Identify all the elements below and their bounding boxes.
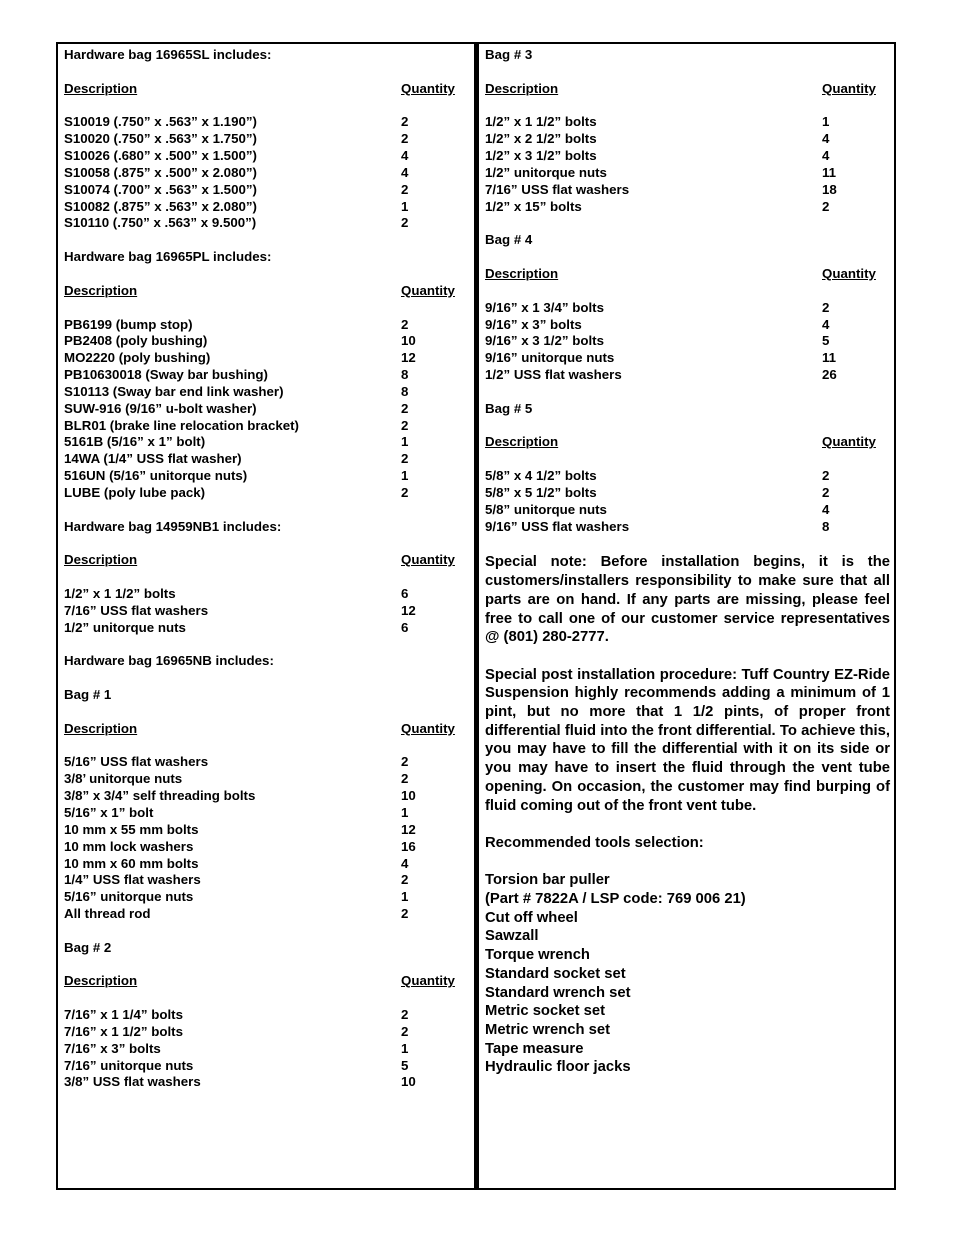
part-row [64, 215, 464, 232]
part-quantity: 6 [401, 619, 409, 635]
spacer [64, 266, 464, 283]
section-title: Bag # 4 [485, 232, 533, 248]
part-row [64, 805, 464, 822]
part-description: 5/8” unitorque nuts [485, 501, 607, 517]
part-description: S10110 (.750” x .563” x 9.500”) [64, 215, 257, 231]
description-header: Description [485, 265, 559, 281]
spacer [485, 283, 890, 300]
part-description: 5/8” x 4 1/2” bolts [485, 468, 597, 484]
part-description: All thread rod [64, 906, 151, 922]
part-quantity: 10 [401, 1074, 416, 1090]
tool-item: Sawzall [485, 928, 539, 945]
part-row [64, 822, 464, 839]
description-header: Description [64, 720, 138, 736]
part-row [64, 1041, 464, 1058]
description-header: Description [64, 80, 138, 96]
part-row [485, 350, 890, 367]
section-title: Bag # 2 [64, 939, 112, 955]
part-quantity: 2 [401, 181, 409, 197]
part-description: 1/2” x 3 1/2” bolts [485, 148, 597, 164]
part-quantity: 1 [822, 114, 830, 130]
part-row [64, 586, 464, 603]
part-quantity: 4 [401, 855, 409, 871]
part-row [64, 451, 464, 468]
part-description: 3/8” USS flat washers [64, 1074, 201, 1090]
spacer [64, 704, 464, 721]
section-title: Hardware bag 16965NB includes: [64, 653, 274, 669]
part-description: 3/8” x 3/4” self threading bolts [64, 788, 256, 804]
part-quantity: 4 [822, 316, 830, 332]
spacer [64, 670, 464, 687]
description-header: Description [485, 80, 559, 96]
tool-item: Hydraulic floor jacks [485, 1059, 631, 1076]
spacer [64, 300, 464, 317]
part-quantity: 18 [822, 181, 837, 197]
part-description: 5/16” USS flat washers [64, 754, 209, 770]
part-description: 7/16” x 1 1/2” bolts [64, 1023, 183, 1039]
part-description: PB10630018 (Sway bar bushing) [64, 367, 268, 383]
part-row [485, 468, 890, 485]
part-description: BLR01 (brake line relocation bracket) [64, 417, 299, 433]
spacer [485, 451, 890, 468]
column-header-row [485, 81, 890, 98]
part-row [485, 519, 890, 536]
part-quantity: 1 [401, 889, 409, 905]
part-row [64, 114, 464, 131]
spacer [485, 418, 890, 435]
part-row [64, 1074, 464, 1091]
part-quantity: 2 [401, 1007, 409, 1023]
description-header: Description [64, 973, 138, 989]
part-row [64, 165, 464, 182]
part-row [64, 603, 464, 620]
part-row [485, 148, 890, 165]
column-header-row [64, 721, 464, 738]
part-row [64, 317, 464, 334]
part-quantity: 2 [401, 215, 409, 231]
part-quantity: 1 [401, 434, 409, 450]
quantity-header: Quantity [401, 282, 455, 298]
column-divider [474, 42, 479, 1190]
part-row [64, 889, 464, 906]
part-quantity: 4 [401, 164, 409, 180]
part-row [64, 350, 464, 367]
spacer [64, 502, 464, 519]
part-row [64, 182, 464, 199]
part-row [64, 856, 464, 873]
part-row [485, 317, 890, 334]
part-quantity: 4 [822, 501, 830, 517]
part-quantity: 6 [401, 586, 409, 601]
part-quantity: 11 [822, 164, 837, 180]
tool-item: Metric socket set [485, 1003, 606, 1020]
tool-item: Standard socket set [485, 965, 626, 982]
part-quantity: 2 [401, 1023, 409, 1039]
spacer [485, 98, 890, 115]
part-description: 516UN (5/16” unitorque nuts) [64, 468, 248, 484]
part-description: 7/16” x 3” bolts [64, 1040, 161, 1056]
part-description: S10058 (.875” x .500” x 2.080”) [64, 164, 257, 180]
spacer [64, 637, 464, 654]
part-description: MO2220 (poly bushing) [64, 350, 211, 366]
part-row [64, 148, 464, 165]
column-header-row [64, 973, 464, 990]
description-header: Description [485, 434, 559, 450]
part-row [485, 502, 890, 519]
part-row [64, 401, 464, 418]
part-quantity: 2 [401, 906, 409, 922]
part-description: 7/16” unitorque nuts [64, 1057, 194, 1073]
spacer [64, 569, 464, 586]
part-quantity: 1 [401, 198, 409, 214]
tool-item: Tape measure [485, 1040, 584, 1057]
quantity-header: Quantity [822, 265, 876, 281]
part-description: 10 mm lock washers [64, 838, 194, 854]
spacer [64, 923, 464, 940]
column-header-row [64, 552, 464, 569]
spacer [64, 535, 464, 552]
tool-item: Standard wrench set [485, 984, 631, 1001]
post-install-procedure: Special post installation procedure: Tuff Country EZ-Ride Suspension highly recommends adding a minimum of 1 pint, but no more that 1 1/2 pints, of proper front differential fluid into the front differential. To achieve this, you may have to fill the differential with it on its side or you may have to insert the fluid through the vent tube opening. On occasion, the customer may find burping of fluid coming out of the front vent tube. [485, 666, 890, 814]
part-quantity: 4 [401, 148, 409, 164]
quantity-header: Quantity [401, 973, 455, 989]
part-description: 7/16” USS flat washers [485, 181, 630, 197]
section-title: Hardware bag 16965PL includes: [64, 249, 272, 265]
part-row [485, 485, 890, 502]
part-quantity: 5 [822, 333, 830, 349]
part-row [64, 468, 464, 485]
part-description: S10113 (Sway bar end link washer) [64, 383, 284, 399]
tool-item: Cut off wheel [485, 909, 578, 926]
part-quantity: 2 [822, 484, 830, 500]
description-header: Description [64, 282, 138, 298]
part-row [64, 754, 464, 771]
tool-item: Metric wrench set [485, 1022, 610, 1038]
quantity-header: Quantity [401, 80, 455, 96]
part-quantity: 11 [822, 350, 837, 366]
part-row [64, 434, 464, 451]
part-description: 1/2” x 1 1/2” bolts [64, 586, 176, 601]
part-quantity: 12 [401, 821, 416, 837]
part-quantity: 2 [401, 417, 409, 433]
spacer [64, 98, 464, 115]
part-description: 5/16” unitorque nuts [64, 889, 194, 905]
spacer [485, 215, 890, 232]
part-row [64, 1024, 464, 1041]
part-description: 10 mm x 55 mm bolts [64, 821, 199, 837]
part-row [64, 906, 464, 923]
part-quantity: 2 [401, 451, 409, 467]
quantity-header: Quantity [401, 720, 455, 736]
part-row [64, 367, 464, 384]
part-description: 1/2” USS flat washers [485, 367, 622, 383]
spacer [64, 738, 464, 755]
column-header-row [64, 283, 464, 300]
part-row [485, 367, 890, 384]
part-quantity: 1 [401, 804, 409, 820]
column-header-row [64, 81, 464, 98]
spacer [64, 232, 464, 249]
spacer [64, 990, 464, 1007]
part-description: 10 mm x 60 mm bolts [64, 855, 199, 871]
part-quantity: 2 [822, 299, 830, 315]
part-description: 9/16” x 3 1/2” bolts [485, 333, 604, 349]
part-row [485, 165, 890, 182]
part-quantity: 1 [401, 468, 409, 484]
part-row [485, 333, 890, 350]
part-quantity: 12 [401, 350, 416, 366]
part-quantity: 2 [401, 754, 409, 770]
part-quantity: 2 [401, 316, 409, 332]
spacer [485, 249, 890, 266]
part-description: 1/2” x 1 1/2” bolts [485, 114, 597, 130]
part-row [64, 1058, 464, 1075]
tool-item: Torsion bar puller [485, 872, 610, 889]
part-row [64, 333, 464, 350]
part-description: S10020 (.750” x .563” x 1.750”) [64, 131, 257, 147]
part-description: 1/2” x 2 1/2” bolts [485, 131, 597, 147]
part-row [64, 131, 464, 148]
part-quantity: 5 [401, 1057, 409, 1073]
part-description: 1/4” USS flat washers [64, 872, 201, 888]
tool-item: (Part # 7822A / LSP code: 769 006 21) [485, 891, 746, 908]
part-quantity: 2 [401, 400, 409, 416]
part-description: S10082 (.875” x .563” x 2.080”) [64, 198, 257, 214]
part-quantity: 2 [401, 131, 409, 147]
part-quantity: 1 [401, 1040, 409, 1056]
part-quantity: 26 [822, 367, 837, 383]
right-column [485, 47, 890, 1077]
part-description: 14WA (1/4” USS flat washer) [64, 451, 242, 467]
spacer [64, 957, 464, 974]
left-column [64, 47, 464, 1091]
description-header: Description [64, 552, 138, 568]
part-description: 5161B (5/16” x 1” bolt) [64, 434, 206, 450]
part-quantity: 10 [401, 333, 416, 349]
part-row [64, 418, 464, 435]
tools-list [485, 871, 890, 1077]
part-row [64, 384, 464, 401]
part-row [64, 872, 464, 889]
part-description: 7/16” USS flat washers [64, 602, 209, 618]
part-row [64, 199, 464, 216]
part-quantity: 8 [401, 367, 409, 383]
part-description: 9/16” x 1 3/4” bolts [485, 299, 604, 315]
tools-title: Recommended tools selection: [485, 834, 704, 851]
part-description: S10019 (.750” x .563” x 1.190”) [64, 114, 257, 130]
part-quantity: 16 [401, 838, 416, 854]
part-description: LUBE (poly lube pack) [64, 484, 206, 500]
part-quantity: 2 [401, 771, 409, 787]
section-title: Bag # 1 [64, 687, 112, 703]
part-row [64, 771, 464, 788]
part-description: PB6199 (bump stop) [64, 316, 193, 332]
quantity-header: Quantity [822, 434, 876, 450]
column-header-row [485, 434, 890, 451]
part-row [64, 839, 464, 856]
part-quantity: 2 [401, 484, 409, 500]
part-description: 9/16” x 3” bolts [485, 316, 582, 332]
special-note: Special note: Before installation begins, it is the customers/installers responsibility to make sure that all parts are on hand. If any parts are missing, please feel free to call one of our customer service representatives @ (801) 280-2777. [485, 554, 890, 646]
section-title: Bag # 5 [485, 400, 533, 416]
spacer [485, 384, 890, 401]
part-description: 9/16” unitorque nuts [485, 350, 615, 366]
part-quantity: 2 [822, 468, 830, 484]
part-row [485, 300, 890, 317]
part-description: 5/16” x 1” bolt [64, 804, 154, 820]
part-quantity: 10 [401, 788, 416, 804]
section-title: Hardware bag 16965SL includes: [64, 47, 272, 62]
part-row [485, 182, 890, 199]
part-description: 1/2” unitorque nuts [485, 164, 607, 180]
part-row [64, 485, 464, 502]
right-parts-lists [485, 47, 890, 535]
part-row [64, 620, 464, 637]
part-description: SUW-916 (9/16” u-bolt washer) [64, 400, 257, 416]
part-row [64, 788, 464, 805]
quantity-header: Quantity [401, 552, 455, 568]
part-quantity: 4 [822, 131, 830, 147]
part-row [485, 114, 890, 131]
part-quantity: 2 [401, 114, 409, 130]
part-description: 9/16” USS flat washers [485, 518, 630, 534]
part-row [485, 199, 890, 216]
part-description: 7/16” x 1 1/4” bolts [64, 1007, 183, 1023]
part-quantity: 2 [822, 198, 830, 214]
part-description: S10074 (.700” x .563” x 1.500”) [64, 181, 257, 197]
part-row [64, 1007, 464, 1024]
part-quantity: 8 [822, 518, 830, 534]
tool-item: Torque wrench [485, 947, 590, 964]
part-description: 3/8’ unitorque nuts [64, 771, 183, 787]
spacer [64, 64, 464, 81]
part-quantity: 2 [401, 872, 409, 888]
part-quantity: 8 [401, 383, 409, 399]
part-row [485, 131, 890, 148]
part-quantity: 12 [401, 602, 416, 618]
part-description: S10026 (.680” x .500” x 1.500”) [64, 148, 257, 164]
part-description: 1/2” x 15” bolts [485, 198, 582, 214]
part-description: 1/2” unitorque nuts [64, 619, 186, 635]
column-header-row [485, 266, 890, 283]
spacer [485, 64, 890, 81]
section-title: Bag # 3 [485, 47, 533, 62]
quantity-header: Quantity [822, 80, 876, 96]
part-description: 5/8” x 5 1/2” bolts [485, 484, 597, 500]
part-description: PB2408 (poly bushing) [64, 333, 208, 349]
part-quantity: 4 [822, 148, 830, 164]
section-title: Hardware bag 14959NB1 includes: [64, 518, 282, 534]
